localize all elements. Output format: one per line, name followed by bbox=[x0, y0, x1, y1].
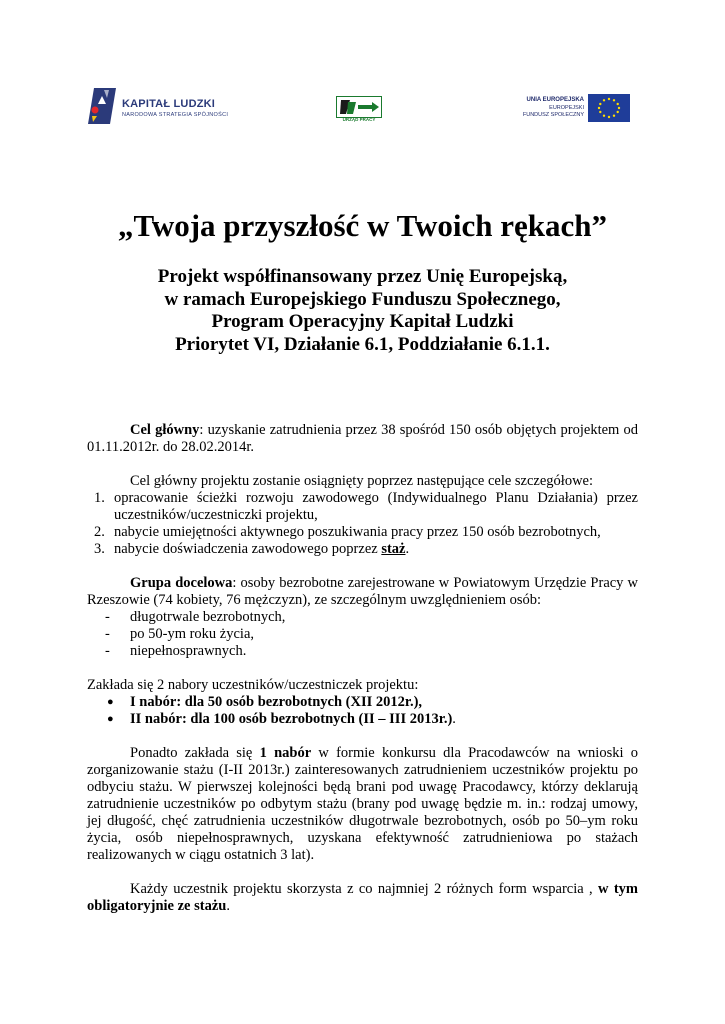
subtitle-line: Priorytet VI, Działanie 6.1, Poddziałanie 6.1.1. bbox=[175, 333, 550, 355]
urzad-pracy-emblem-icon bbox=[336, 96, 382, 118]
main-goal-paragraph bbox=[87, 422, 638, 456]
support-paragraph: Każdy uczestnik projektu skorzysta z co najmniej 2 różnych form wsparcia , w tym obligatoryjnie ze stażu. bbox=[87, 881, 638, 914]
kapital-ludzki-logo bbox=[88, 86, 228, 126]
subtitle-line: Projekt współfinansowany przez Unię Europejską, bbox=[157, 266, 568, 287]
specific-goals-list bbox=[87, 490, 638, 558]
list-item: 1. opracowanie ścieżki rozwoju zawodowego (Indywidualnego Planu Działania) przez uczestników/uczestniczki projektu, bbox=[94, 490, 638, 523]
employers-emphasis: 1 nabór bbox=[259, 745, 312, 761]
header-logos bbox=[0, 0, 725, 140]
main-goal-label: Cel główny bbox=[130, 422, 200, 438]
target-group-text: : osoby bezrobotne zarejestrowane w Powiatowym Urzędzie Pracy w Rzeszowie (74 kobiety, 76 mężczyzn), ze szczególnym uwzględnieniem osób: bbox=[87, 575, 639, 608]
document-title: „Twoja przyszłość w Twoich rękach” bbox=[117, 208, 608, 243]
unia-europejska-line2: EUROPEJSKI bbox=[549, 104, 584, 111]
urzad-pracy-logo bbox=[336, 96, 382, 124]
specific-goals-intro: Cel główny projektu zostanie osiągnięty poprzez następujące cele szczegółowe: bbox=[130, 473, 594, 489]
unia-europejska-text bbox=[523, 97, 584, 120]
recruitment-intro: Zakłada się 2 nabory uczestników/uczestniczek projektu: bbox=[87, 677, 419, 693]
target-group-label: Grupa docelowa bbox=[130, 575, 233, 591]
kapital-ludzki-subtitle: NARODOWA STRATEGIA SPÓJNOŚCI bbox=[122, 112, 229, 118]
internship-emphasis: staż bbox=[381, 541, 406, 557]
subtitle-line: Program Operacyjny Kapitał Ludzki bbox=[211, 311, 514, 332]
main-goal-text: : uzyskanie zatrudnienia przez 38 spośród 150 osób objętych projektem od 01.11.2012r. do 28.02.2014r. bbox=[87, 422, 638, 455]
list-item: ● II nabór: dla 100 osób bezrobotnych (II – III 2013r.). bbox=[107, 711, 456, 727]
list-item: - po 50-ym roku życia, bbox=[105, 626, 255, 642]
project-subtitle bbox=[0, 266, 725, 356]
list-item: - długotrwale bezrobotnych, bbox=[105, 609, 286, 625]
target-group-section bbox=[87, 575, 638, 660]
kapital-ludzki-emblem-icon bbox=[88, 86, 120, 126]
subtitle-line: w ramach Europejskiego Funduszu Społecznego, bbox=[164, 288, 561, 310]
employers-paragraph: Ponadto zakłada się 1 nabór w formie konkursu dla Pracodawców na wnioski o zorganizowanie stażu (I-II 2013r.) zainteresowanych zatrudnieniem uczestników projektu po odbyciu stażu. W pierwszej kolejności będą brani pod uwagę Pracodawcy, którzy deklarują zatrudnienie uczestników po odbytym stażu (brany pod uwagę będzie m. in.: rodzaj umowy, jej długość, chęć zatrudnienia uczestników długotrwale bezrobotnych, osób po 50–ym roku życia, osób niepełnosprawnych, uzyskana efektywność zatrudnieniowa po stażach realizowanych w ciągu ostatnich 3 lat). bbox=[87, 745, 638, 863]
list-item: - niepełnosprawnych. bbox=[105, 643, 247, 659]
target-group-list bbox=[87, 609, 638, 660]
list-item: 2. nabycie umiejętności aktywnego poszukiwania pracy przez 150 osób bezrobotnych, bbox=[94, 524, 601, 540]
eu-flag-icon bbox=[588, 94, 630, 122]
urzad-pracy-label: URZĄD PRACY bbox=[342, 117, 376, 122]
recruitment-list bbox=[87, 694, 638, 728]
unia-europejska-logo bbox=[522, 94, 632, 126]
list-item: 3. nabycie doświadczenia zawodowego poprzez staż. bbox=[94, 541, 410, 557]
support-emphasis: w tym obligatoryjnie ze stażu bbox=[87, 881, 638, 914]
kapital-ludzki-title: KAPITAŁ LUDZKI bbox=[122, 98, 216, 110]
unia-europejska-line3: FUNDUSZ SPOŁECZNY bbox=[522, 112, 584, 118]
recruitment-section bbox=[87, 677, 638, 728]
unia-europejska-line1: UNIA EUROPEJSKA bbox=[526, 97, 584, 103]
specific-goals-section bbox=[87, 473, 638, 558]
list-item: ● I nabór: dla 50 osób bezrobotnych (XII 2012r.), bbox=[107, 694, 423, 710]
